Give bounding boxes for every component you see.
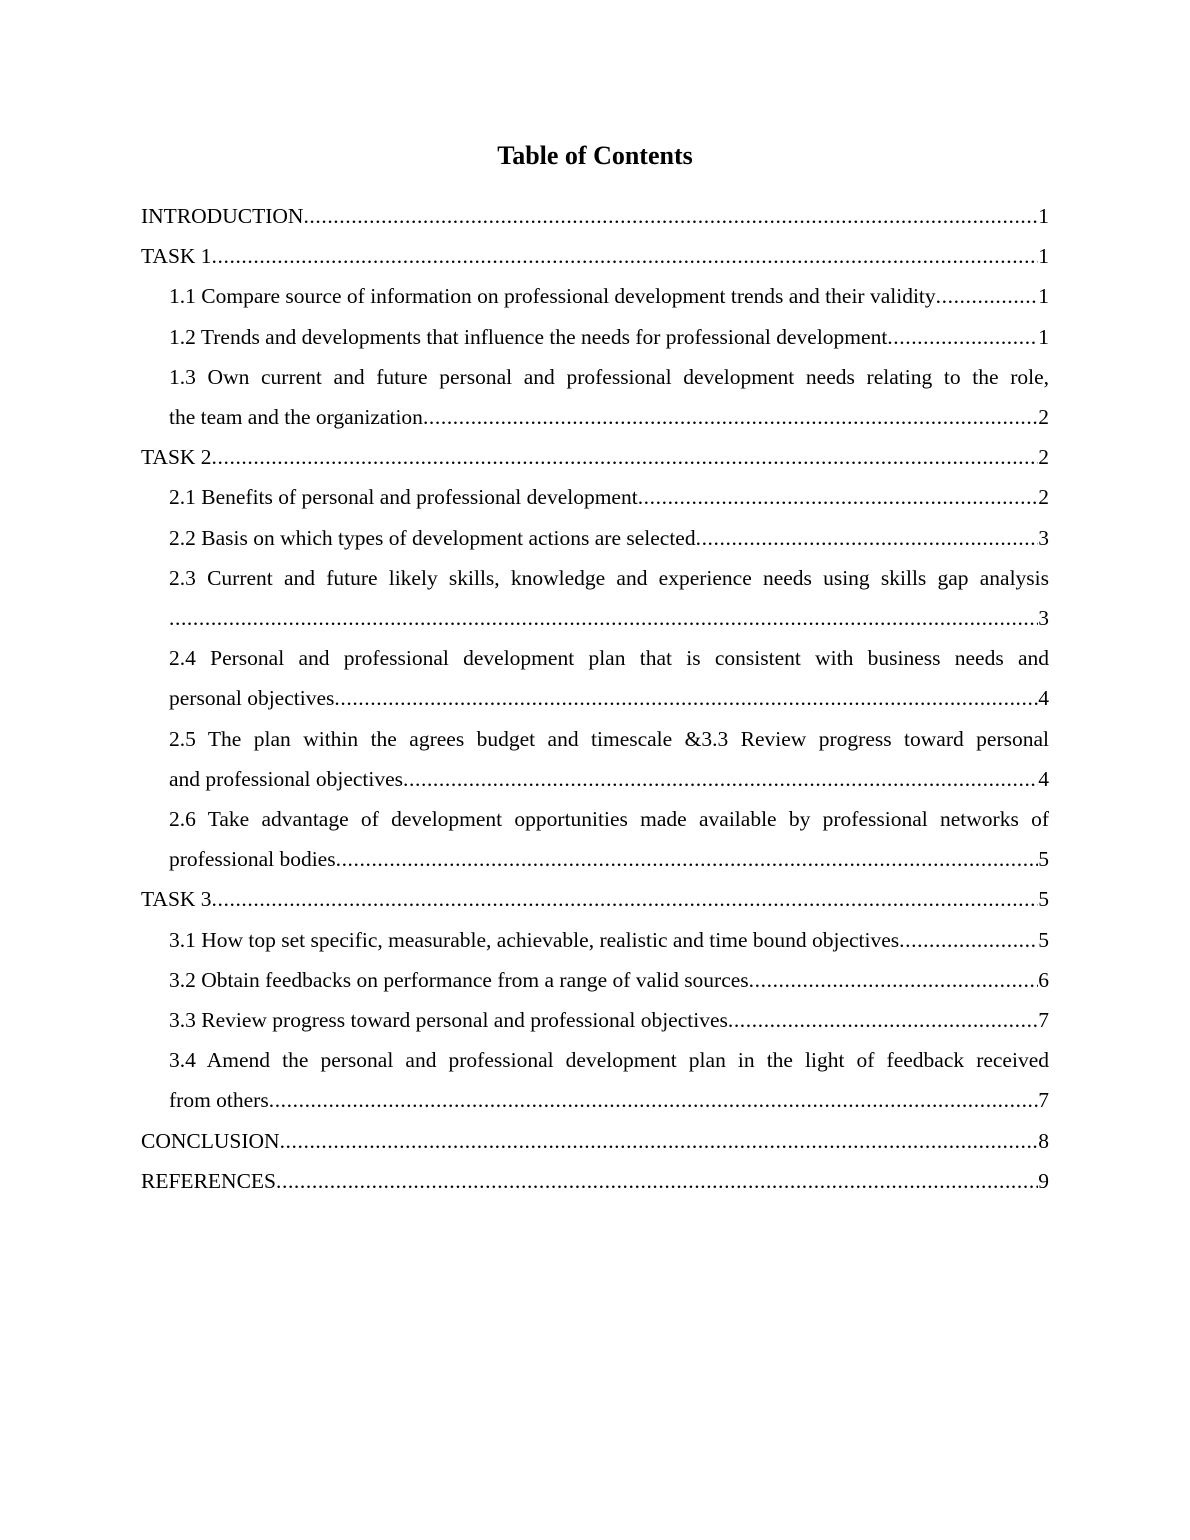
toc-entry-row — [169, 1080, 1049, 1120]
toc-entry-row — [169, 598, 1049, 638]
toc-page-number: 8 — [1038, 1128, 1049, 1153]
dot-leader — [303, 196, 1038, 236]
toc-page-number: 3 — [1038, 606, 1049, 631]
toc-entry-2-4[interactable] — [169, 638, 1049, 718]
toc-entry-row — [169, 276, 1049, 316]
toc-entry-label-line-2: from others — [169, 1088, 269, 1113]
toc-page-number: 4 — [1038, 766, 1049, 791]
toc-entry-row — [141, 1161, 1049, 1201]
toc-entry-row — [141, 196, 1049, 236]
dot-leader — [336, 839, 1039, 879]
toc-entry-label: TASK 1 — [141, 244, 212, 269]
toc-entry-row — [141, 437, 1049, 477]
dot-leader — [887, 317, 1038, 357]
toc-entry-label: REFERENCES — [141, 1168, 276, 1193]
toc-page-number: 7 — [1038, 1088, 1049, 1113]
toc-entry-label-line-1: 2.4 Personal and professional development plan that is consistent with business needs and — [169, 646, 1049, 671]
dot-leader — [212, 236, 1039, 276]
dot-leader — [749, 960, 1039, 1000]
toc-entry-label: 3.1 How top set specific, measurable, achievable, realistic and time bound objectives — [169, 927, 900, 952]
toc-entry-1-2[interactable] — [169, 317, 1049, 357]
toc-entry-label-line-1: 2.3 Current and future likely skills, knowledge and experience needs using skills gap analysis — [169, 565, 1049, 590]
toc-entry-label-line-2: personal objectives — [169, 686, 335, 711]
toc-entry-label-line-2: the team and the organization — [169, 405, 423, 430]
toc-entry-label: 1.1 Compare source of information on professional development trends and their validity — [169, 284, 936, 309]
toc-entry-task-3[interactable] — [141, 879, 1049, 919]
toc-entry-conclusion[interactable] — [141, 1121, 1049, 1161]
toc-entry-label: 3.3 Review progress toward personal and professional objectives — [169, 1008, 728, 1033]
toc-entry-row — [141, 1121, 1049, 1161]
dot-leader — [899, 920, 1038, 960]
toc-entry-row — [169, 920, 1049, 960]
toc-entry-row — [169, 317, 1049, 357]
toc-entry-1-1[interactable] — [169, 276, 1049, 316]
toc-page-number: 7 — [1038, 1008, 1049, 1033]
toc-page-number: 2 — [1038, 445, 1049, 470]
dot-leader — [169, 598, 1038, 638]
dot-leader — [936, 276, 1039, 316]
toc-entry-1-3[interactable] — [169, 357, 1049, 437]
toc-entry-task-2[interactable] — [141, 437, 1049, 477]
toc-entry-row — [169, 1000, 1049, 1040]
toc-page-number: 6 — [1038, 967, 1049, 992]
toc-entry-2-5[interactable] — [169, 719, 1049, 799]
toc-page-number: 1 — [1038, 244, 1049, 269]
toc-entry-label: 3.2 Obtain feedbacks on performance from a range of valid sources — [169, 967, 749, 992]
toc-page-number: 1 — [1038, 324, 1049, 349]
toc-entry-row — [169, 960, 1049, 1000]
toc-entry-label-line-2: professional bodies — [169, 847, 336, 872]
toc-entry-row — [169, 477, 1049, 517]
toc-entry-3-4[interactable] — [169, 1040, 1049, 1120]
toc-entry-2-3[interactable] — [169, 558, 1049, 638]
toc-page-number: 4 — [1038, 686, 1049, 711]
toc-entry-row — [141, 879, 1049, 919]
toc-entry-row — [169, 397, 1049, 437]
toc-entry-2-1[interactable] — [169, 477, 1049, 517]
toc-entry-label: TASK 3 — [141, 887, 212, 912]
toc-entry-label: 2.2 Basis on which types of development actions are selected — [169, 525, 696, 550]
toc-entry-label-line-1: 2.5 The plan within the agrees budget and timescale &3.3 Review progress toward personal — [169, 726, 1049, 751]
toc-page-number: 1 — [1038, 204, 1049, 228]
toc-entry-row — [169, 678, 1049, 718]
toc-entry-3-1[interactable] — [169, 920, 1049, 960]
toc-page-number: 1 — [1038, 284, 1049, 309]
toc-entry-row — [141, 236, 1049, 276]
toc-entry-label: CONCLUSION — [141, 1128, 280, 1153]
dot-leader — [212, 879, 1039, 919]
toc-entry-row — [169, 839, 1049, 879]
toc-page-number: 5 — [1038, 847, 1049, 872]
toc-title: Table of Contents — [497, 141, 693, 170]
toc-page-number: 2 — [1038, 485, 1049, 510]
toc-entry-label: 1.2 Trends and developments that influence the needs for professional development — [169, 324, 888, 349]
dot-leader — [423, 397, 1038, 437]
dot-leader — [728, 1000, 1038, 1040]
toc-list — [141, 196, 1049, 1201]
toc-entry-2-6[interactable] — [169, 799, 1049, 879]
toc-page-number: 9 — [1038, 1168, 1049, 1193]
toc-entry-label: TASK 2 — [141, 445, 212, 470]
toc-entry-label-line-1: 1.3 Own current and future personal and professional development needs relating to the role, — [169, 364, 1049, 389]
dot-leader — [638, 477, 1039, 517]
toc-page-number: 5 — [1038, 887, 1049, 912]
toc-entry-label-line-1: 2.6 Take advantage of development opportunities made available by professional networks of — [169, 807, 1049, 832]
toc-entry-3-2[interactable] — [169, 960, 1049, 1000]
toc-entry-row — [169, 759, 1049, 799]
toc-entry-row — [169, 518, 1049, 558]
dot-leader — [269, 1080, 1039, 1120]
dot-leader — [212, 437, 1039, 477]
dot-leader — [276, 1161, 1038, 1201]
toc-entry-label-line-2: and professional objectives — [169, 766, 404, 791]
toc-entry-label-line-1: 3.4 Amend the personal and professional development plan in the light of feedback received — [169, 1048, 1049, 1073]
toc-entry-label: INTRODUCTION — [141, 204, 304, 228]
toc-page-number: 3 — [1038, 525, 1049, 550]
toc-page-number: 2 — [1038, 405, 1049, 430]
toc-entry-references[interactable] — [141, 1161, 1049, 1201]
toc-entry-2-2[interactable] — [169, 518, 1049, 558]
dot-leader — [403, 759, 1038, 799]
dot-leader — [280, 1121, 1039, 1161]
toc-entry-introduction[interactable] — [141, 196, 1049, 236]
toc-entry-task-1[interactable] — [141, 236, 1049, 276]
toc-entry-3-3[interactable] — [169, 1000, 1049, 1040]
dot-leader — [334, 678, 1038, 718]
toc-entry-label: 2.1 Benefits of personal and professional development — [169, 485, 638, 510]
toc-page-number: 5 — [1038, 927, 1049, 952]
dot-leader — [696, 518, 1039, 558]
